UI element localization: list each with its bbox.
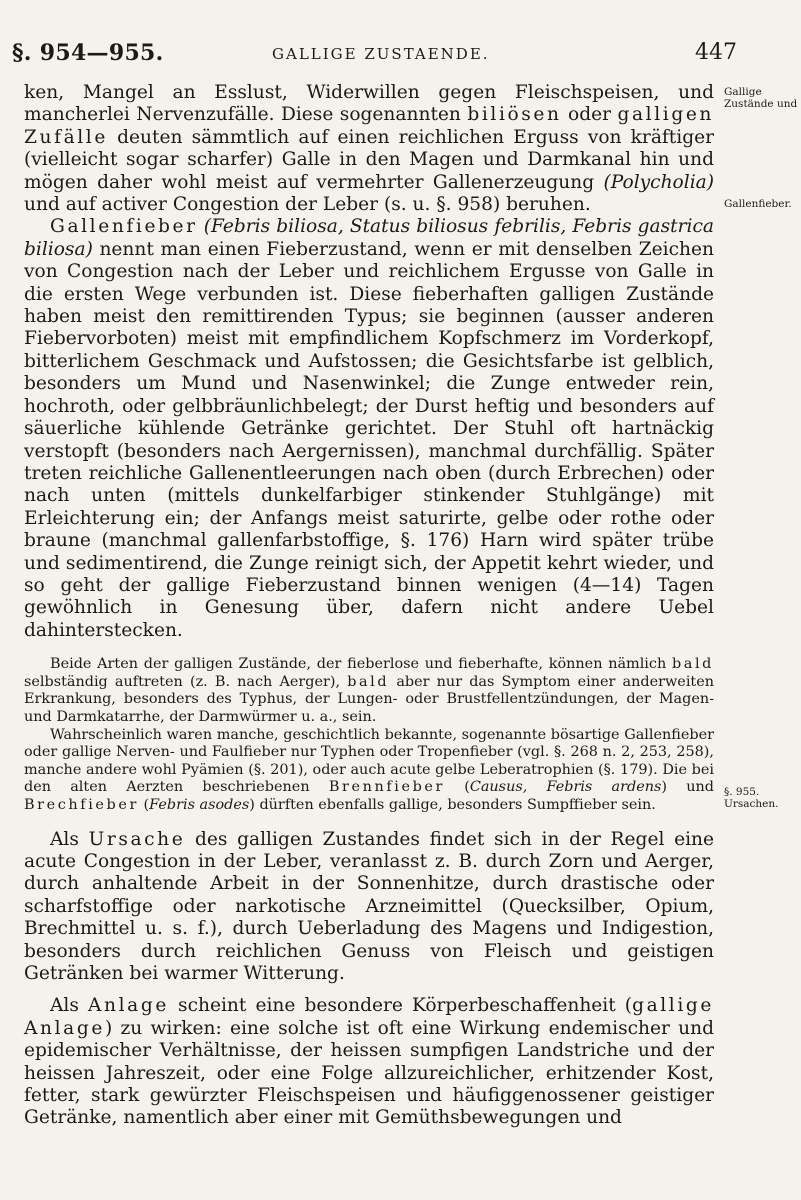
spaced-term: galligen Zufälle (24, 104, 714, 148)
margin-note-ursachen-label: Ursachen. (724, 798, 779, 810)
page-number: 447 (695, 40, 737, 65)
text-run: Wahrscheinlich waren manche, geschichtlich bekannte, sogenannte bösartige Gallenfieber oder gallige Nerven- und Faulfieber nur Typhen oder Tropenfieber (vgl. §. 268 n. 2, 253, 258), manche andere wohl Pyämien (§. 201), oder auch acute gelbe Leberatrophien (§. 179). Die bei den alten Aerzten beschriebenen (24, 726, 714, 796)
spaced-term: Anlage (88, 995, 169, 1017)
paragraph-gallige-zufaelle (24, 82, 714, 216)
section-range: §. 954—955. (12, 40, 164, 66)
text-run: selbständig auftreten (z. B. nach Aerger), (24, 673, 348, 690)
running-title: GALLIGE ZUSTAENDE. (272, 45, 490, 63)
text-run: ( (444, 779, 470, 796)
spaced-term: gallige Anlage (24, 995, 714, 1039)
text-run: ) zu wirken: eine solche ist oft eine Wirkung endemischer und epidemischer Verhältnisse, der heissen sumpfigen Landstriche und der heissen Jahreszeit, oder eine Folge allzureichlicher, erhitzender Kost, fetter, stark gewürzter Fleischspeisen und häufiggenossener geistiger Getränke, namentlich aber einer mit Gemüthsbewegungen und (24, 1017, 714, 1129)
text-run: nennt man einen Fieberzustand, wenn er mit denselben Zeichen von Congestion nach der Leber und reichlichem Ergusse von Galle in die ersten Wege verbunden ist. Diese fieberhaften galligen Zustände haben meist den remittirenden Typus; sie beginnen (ausser anderen Fiebervorboten) meist mit empfindlichem Kopfschmerz im Vorderkopf, bitterlichem Geschmack und Aufstossen; die Gesichtsfarbe ist gelblich, besonders um Mund und Nasenwinkel; die Zunge entweder rein, hochroth, oder gelbbräunlichbelegt; der Durst heftig und besonders auf säuerliche kühlende Getränke gerichtet. Der Stuhl oft hartnäckig verstopft (besonders nach Aergernissen), manchmal durchfällig. Später treten reichliche Gallenentleerungen nach oben (durch Erbrechen) oder nach unten (mittels dunkelfarbiger stinkender Stuhlgänge) mit Erleichterung ein; der Anfangs meist saturirte, gelbe oder rothe oder braune (manchmal gallenfarbstoffige, §. 176) Harn wird später trübe und sedimentirend, die Zunge reinigt sich, der Appetit kehrt wieder, und so geht der gallige Fieberzustand binnen wenigen (4—14) Tagen gewöhnlich in Genesung über, dafern nicht andere Uebel dahinterstecken. (24, 238, 714, 641)
text-run: aber nur das Symptom einer anderweiten Erkrankung, besonders des Typhus, der Lungen- oder Brustfellentzündungen, der Magen- und Darmkatarrhe, der Darmwürmer u. a., sein. (24, 673, 714, 725)
text-run: und auf activer Congestion der Leber (s. u. §. 958) beruhen. (24, 194, 591, 216)
spaced-term: Brennfieber (328, 779, 445, 796)
italic-term: (Polycholia) (603, 171, 714, 193)
margin-note-ursachen (724, 786, 800, 810)
small-print-notes (24, 656, 714, 814)
spaced-term: bald (671, 656, 714, 673)
spaced-term: biliösen (467, 104, 562, 126)
text-run: ken, Mangel an Esslust, Widerwillen gegen Fleischspeisen, und mancherlei Nervenzufälle. Diese sogenannten (24, 82, 714, 126)
small-paragraph-arten (24, 656, 714, 726)
text-run: des galligen Zustandes findet sich in der Regel eine acute Congestion in der Leber, veranlasst z. B. durch Zorn und Aerger, durch anhaltende Arbeit in der Sonnenhitze, durch drastische oder scharfstoffige oder narkotische Arzneimittel (Quecksilber, Opium, Brechmittel u. s. f.), durch Ueberladung des Magens und Indigestion, besonders durch reichlichen Genuss von Fleisch und geistigen Getränken bei warmer Witterung. (24, 828, 714, 984)
paragraph-ursache (24, 829, 714, 986)
text-run: oder (561, 104, 618, 126)
italic-term: Causus, Febris ardens (469, 779, 662, 796)
text-run: ( (138, 796, 150, 813)
small-paragraph-bosartige-gallenfieber (24, 727, 714, 815)
italic-term: (Febris biliosa, Status biliosus febrilis, Febris gastrica biliosa) (24, 216, 714, 260)
margin-note-gallenfieber: Gallenfieber. (724, 198, 792, 210)
main-text (24, 82, 714, 1130)
text-run: Beide Arten der galligen Zustände, der fieberlose und fieberhafte, können nämlich (50, 656, 672, 673)
margin-note-gallige-zustaende: Gallige Zustände und (724, 86, 798, 110)
running-header (12, 40, 737, 70)
spaced-term: Ursache (88, 828, 186, 850)
text-run: Als (50, 828, 89, 850)
text-run: Als (50, 995, 88, 1017)
text-run: scheint eine besondere Körperbeschaffenheit ( (168, 995, 633, 1017)
italic-term: Febris asodes (149, 796, 250, 813)
spaced-term: Gallenfieber (50, 216, 198, 238)
text-run: deuten sämmtlich auf einen reichlichen Erguss von kräftiger (vielleicht sogar scharfer) Galle in den Magen und Darmkanal hin und mögen daher wohl meist auf vermehrter Gallenerzeugung (24, 126, 714, 193)
text-run: ) dürften ebenfalls gallige, besonders Sumpffieber sein. (249, 796, 656, 813)
paragraph-gallenfieber (24, 216, 714, 642)
margin-note-section: §. 955. (724, 786, 760, 798)
text-run: ) und (661, 779, 714, 796)
spaced-term: bald (347, 673, 390, 690)
paragraph-anlage (24, 995, 714, 1129)
spaced-term: Brechfieber (24, 796, 139, 813)
